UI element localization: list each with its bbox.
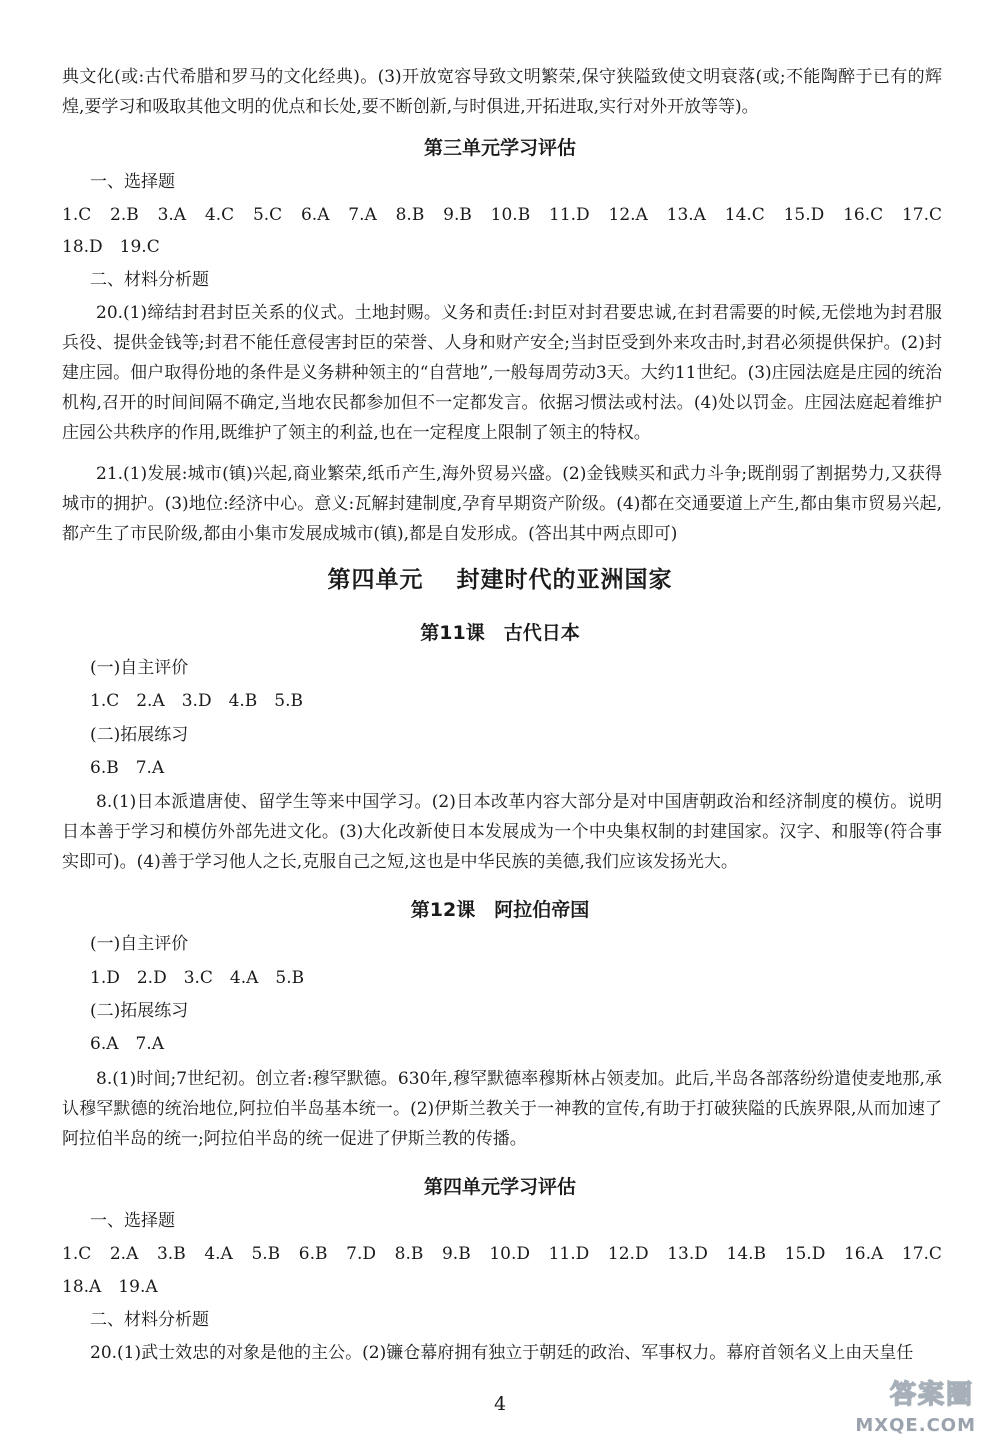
choice-answer: 14.C [724,205,765,225]
choice-answer: 8.B [394,1244,424,1264]
choice-answer: 1.C [62,1244,92,1264]
unit3-eval-heading: 第三单元学习评估 [423,137,576,159]
lesson12-q8-answer: 8.(1)时间;7世纪初。创立者:穆罕默德。630年,穆罕默德率穆斯林占领麦加。此后,半岛各部落纷纷遣使麦地那,承认穆罕默德的统治地位,阿拉伯半岛基本统一。(2)伊斯兰教关于一神教的宣传,有助于打破狭隘的氏族界限,从而加速了阿拉伯半岛的统一;阿拉伯半岛的统一促进了伊斯兰教的传播。 [62,1069,942,1149]
unit4-choice-answers-row1 [62,1239,942,1269]
self-eval-label: (一)自主评价 [90,934,189,954]
extend-label: (二)拓展练习 [90,725,189,745]
choice-answer: 15.D [784,1244,826,1264]
unit4-choice-answers-row2: 18.A 19.A [62,1277,158,1297]
watermark-logo: 答案圈 [889,1380,974,1410]
choice-answer: 2.B [110,205,139,225]
choice-answer: 10.D [489,1244,530,1264]
choice-answer: 11.D [548,1244,590,1264]
choice-answer: 16.C [843,205,884,225]
choice-answer: 5.C [252,205,283,225]
choice-answer: 11.D [549,205,590,225]
choice-label: 一、选择题 [90,172,175,192]
unit4-title: 第四单元 封建时代的亚洲国家 [327,566,673,593]
watermark [832,1374,982,1438]
unit3-choice-answers-row1 [62,200,942,230]
unit3-choice-answers-row2: 18.D 19.C [62,237,160,257]
choice-answer: 15.D [783,205,825,225]
choice-answer: 4.A [204,1244,233,1264]
choice-answer: 6.B [298,1244,328,1264]
choice-answer: 7.A [348,205,377,225]
choice-answer: 8.B [395,205,425,225]
choice-answer: 6.A [300,205,330,225]
page-number: 4 [493,1393,507,1415]
watermark-url: MXQE.COM [855,1415,976,1436]
choice-answer: 4.C [204,205,235,225]
choice-answer: 3.B [156,1244,186,1264]
lesson11-heading: 第11课 古代日本 [420,622,580,644]
choice-answer: 14.B [726,1244,767,1264]
choice-answer: 10.B [490,205,531,225]
choice-answer: 12.D [607,1244,649,1264]
choice-answer: 5.B [251,1244,281,1264]
choice-answer: 17.C [901,205,942,225]
lesson12-extend-answers: 6.A 7.A [90,1034,164,1054]
self-eval-label: (一)自主评价 [90,658,189,678]
choice-answer: 13.A [666,205,706,225]
unit3-q21-answer: 21.(1)发展:城市(镇)兴起,商业繁荣,纸币产生,海外贸易兴盛。(2)金钱赎买和武力斗争;既削弱了割据势力,又获得城市的拥护。(3)地位:经济中心。意义:瓦解封建制度,孕育早期资产阶级。(4)都在交通要道上产生,都由集市贸易兴起,都产生了市民阶级,都由小集市发展成城市(镇),都是自发形成。(答出其中两点即可) [62,464,942,544]
lesson12-self-answers: 1.D 2.D 3.C 4.A 5.B [90,968,305,988]
material-label: 二、材料分析题 [90,270,209,290]
lesson11-self-answers: 1.C 2.A 3.D 4.B 5.B [90,691,303,711]
lesson11-q8-answer: 8.(1)日本派遣唐使、留学生等来中国学习。(2)日本改革内容大部分是对中国唐朝政治和经济制度的模仿。说明日本善于学习和模仿外部先进文化。(3)大化改新使日本发展成为一个中央集权制的封建国家。汉字、和服等(符合事实即可)。(4)善于学习他人之长,克服自己之短,这也是中华民族的美德,我们应该发扬光大。 [62,792,942,872]
extend-label: (二)拓展练习 [90,1001,189,1021]
choice-answer: 1.C [62,205,92,225]
choice-label: 一、选择题 [90,1211,175,1231]
lesson12-heading: 第12课 阿拉伯帝国 [410,899,590,921]
choice-answer: 9.B [443,205,472,225]
choice-answer: 13.D [667,1244,708,1264]
choice-answer: 16.A [843,1244,884,1264]
choice-answer: 12.A [608,205,648,225]
material-label: 二、材料分析题 [90,1310,209,1330]
choice-answer: 7.D [346,1244,376,1264]
unit4-q20-answer: 20.(1)武士效忠的对象是他的主公。(2)镰仓幕府拥有独立于朝廷的政治、军事权力。幕府首领名义上由天皇任 [90,1343,914,1363]
unit3-q20-answer: 20.(1)缔结封君封臣关系的仪式。土地封赐。义务和责任:封臣对封君要忠诚,在封君需要的时候,无偿地为封君服兵役、提供金钱等;封君不能任意侵害封臣的荣誉、人身和财产安全;当封臣受到外来攻击时,封君必须提供保护。(2)封建庄园。佃户取得份地的条件是义务耕种领主的“自营地”,一般每周劳动3天。大约11世纪。(3)庄园法庭是庄园的统治机构,召开的时间间隔不确定,当地农民都参加但不一定都发言。依据习惯法或村法。(4)处以罚金。庄园法庭起着维护庄园公共秩序的作用,既维护了领主的利益,也在一定程度上限制了领主的特权。 [62,303,942,443]
unit4-eval-heading: 第四单元学习评估 [423,1176,576,1198]
choice-answer: 9.B [441,1244,471,1264]
choice-answer: 2.A [109,1244,139,1264]
choice-answer: 3.A [157,205,187,225]
lesson11-extend-answers: 6.B 7.A [90,758,165,778]
choice-answer: 17.C [901,1244,942,1264]
intro-paragraph: 典文化(或:古代希腊和罗马的文化经典)。(3)开放宽容导致文明繁荣,保守狭隘致使文明衰落(或;不能陶醉于已有的辉煌,要学习和吸取其他文明的优点和长处,要不断创新,与时俱进,开拓进取,实行对外开放等等)。 [62,67,942,117]
